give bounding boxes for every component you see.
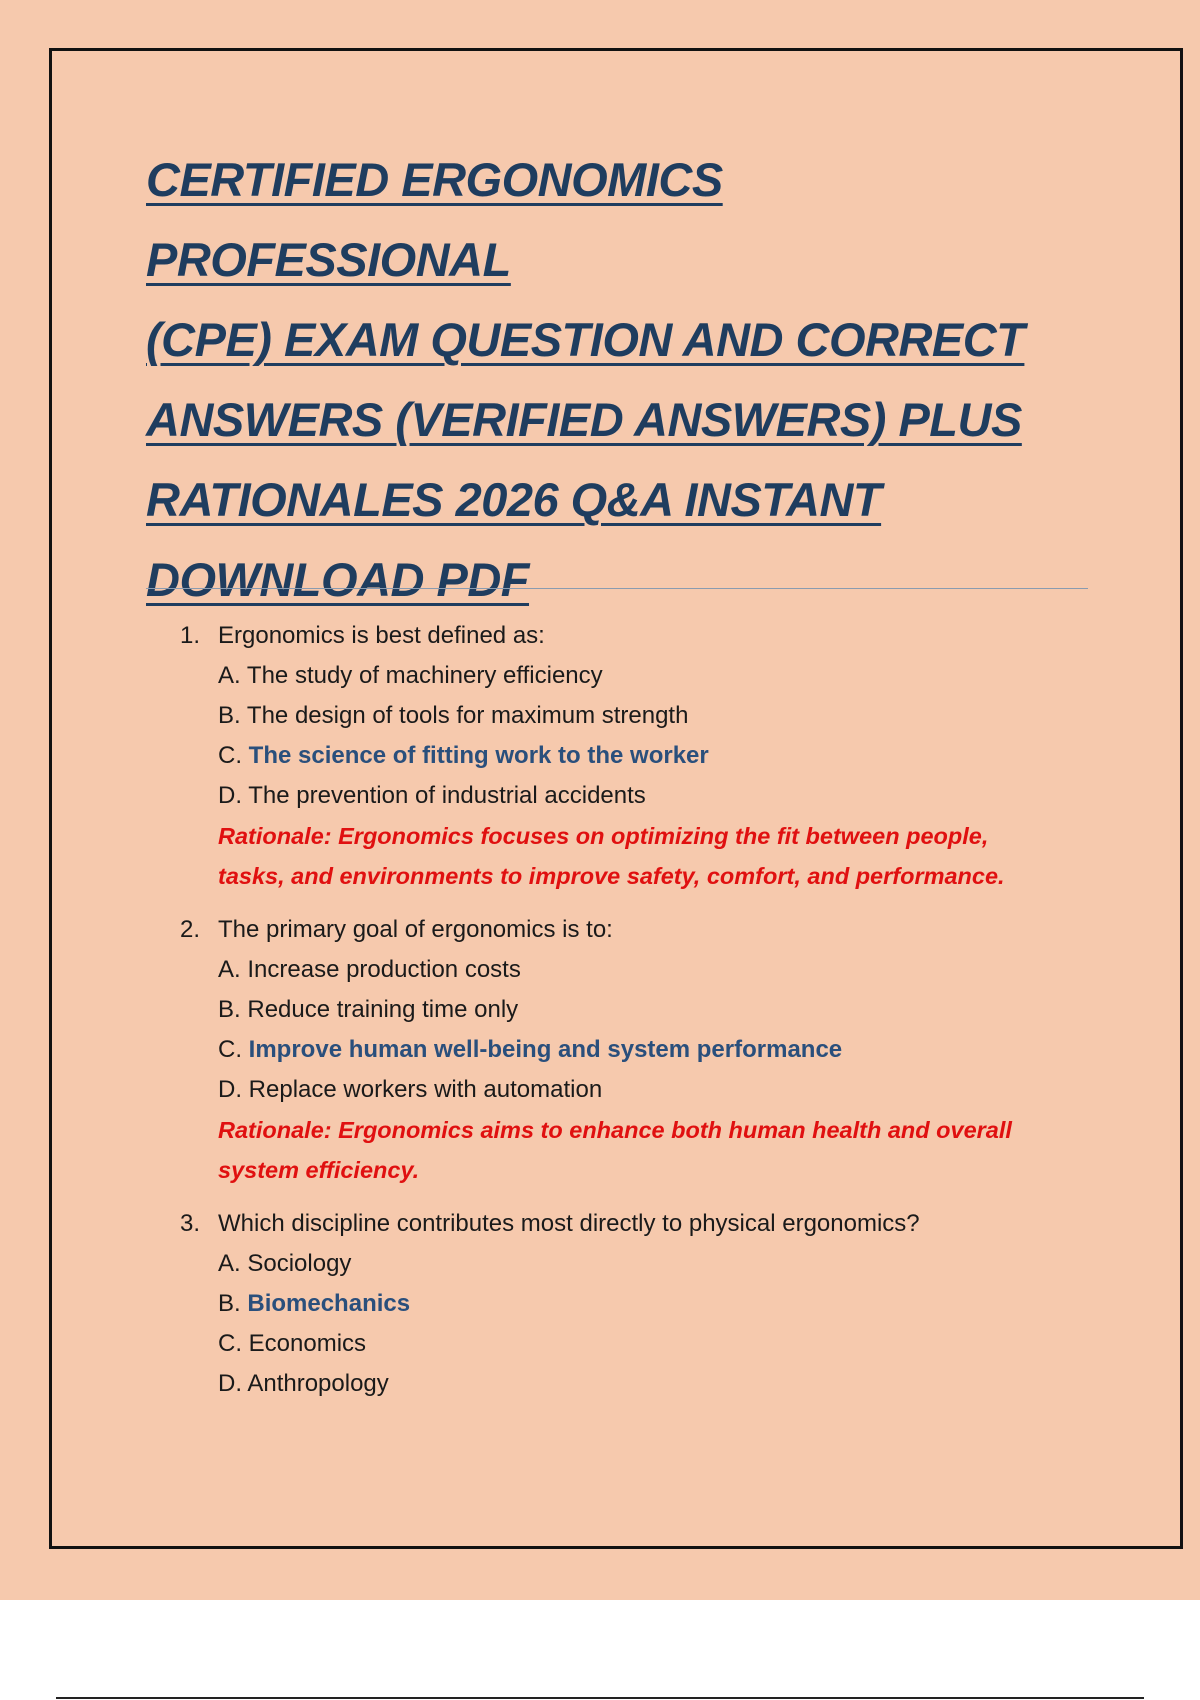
option-letter: A. [218,662,241,689]
rationale-line: Rationale: Ergonomics aims to enhance both human health and overall [218,1117,1012,1143]
option-letter: C. [218,1330,242,1357]
question-text: Which discipline contributes most directly to physical ergonomics? [218,1210,920,1237]
correct-answer-text: Improve human well-being and system performance [248,1036,843,1063]
option-letter: C. [218,742,242,769]
option-a [180,950,1080,990]
document-title [146,140,1096,620]
rationale-line: system efficiency. [218,1157,420,1183]
option-letter: A. [218,1250,241,1277]
question-number: 1. [180,622,201,649]
question-text: The primary goal of ergonomics is to: [218,916,613,943]
option-c-correct [180,1030,1080,1070]
question-3-stem [180,1204,1080,1244]
option-b [180,696,1080,736]
title-line: RATIONALES 2026 Q&A INSTANT [146,473,882,526]
option-text: The prevention of industrial accidents [248,782,646,809]
option-letter: B. [218,1290,241,1317]
option-letter: D. [218,1370,242,1397]
question-3 [180,1204,1080,1404]
option-text: Sociology [247,1250,352,1277]
option-d [180,1070,1080,1110]
option-text: Replace workers with automation [248,1076,603,1103]
option-letter: B. [218,996,241,1023]
option-d [180,776,1080,816]
correct-answer-text: Biomechanics [247,1290,411,1317]
title-divider [146,588,1088,589]
question-2 [180,910,1080,1190]
option-c [180,1324,1080,1364]
option-a [180,1244,1080,1284]
option-b [180,990,1080,1030]
question-list [180,616,1080,1418]
option-text: Anthropology [247,1370,389,1397]
title-line: DOWNLOAD PDF [146,553,530,606]
option-letter: D. [218,782,242,809]
question-1 [180,616,1080,896]
option-text: Reduce training time only [247,996,519,1023]
option-text: Increase production costs [247,956,521,983]
footer-rule [56,1697,1144,1699]
option-text: The design of tools for maximum strength [246,702,689,729]
option-text: The study of machinery efficiency [246,662,603,689]
title-line: ANSWERS (VERIFIED ANSWERS) PLUS [146,393,1022,446]
option-c-correct [180,736,1080,776]
question-1-stem [180,616,1080,656]
question-text: Ergonomics is best defined as: [218,622,545,649]
rationale-line: tasks, and environments to improve safety, comfort, and performance. [218,863,1005,889]
rationale-line: Rationale: Ergonomics focuses on optimizing the fit between people, [218,823,989,849]
question-number: 2. [180,916,201,943]
option-letter: D. [218,1076,242,1103]
option-b-correct [180,1284,1080,1324]
option-text: Economics [248,1330,367,1357]
option-letter: C. [218,1036,242,1063]
option-d [180,1364,1080,1404]
correct-answer-text: The science of fitting work to the worker [248,742,709,769]
option-letter: A. [218,956,241,983]
title-line: CERTIFIED ERGONOMICS PROFESSIONAL [146,153,723,286]
question-2-stem [180,910,1080,950]
question-number: 3. [180,1210,201,1237]
option-letter: B. [218,702,241,729]
option-a [180,656,1080,696]
title-line: (CPE) EXAM QUESTION AND CORRECT [146,313,1025,366]
